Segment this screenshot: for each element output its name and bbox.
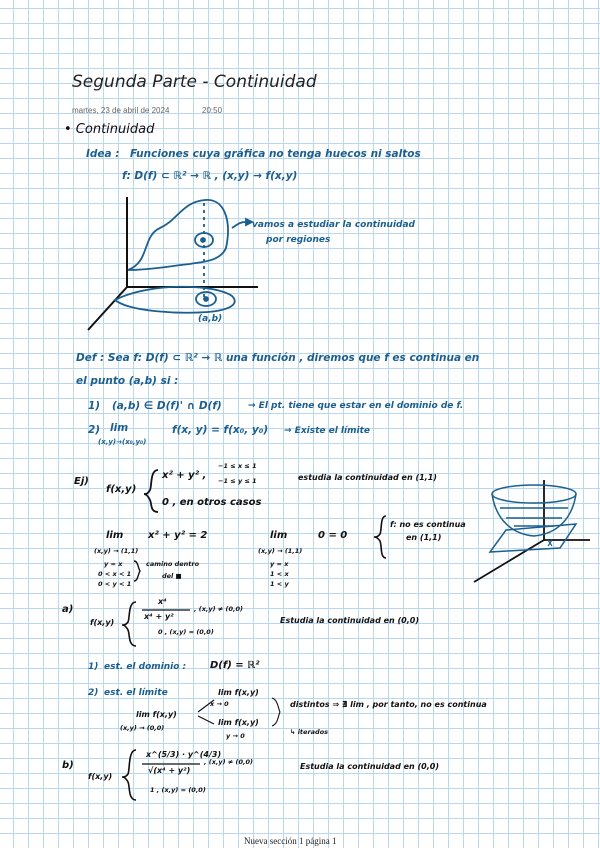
ej-task: estudia la continuidad en (1,1) [298, 473, 437, 482]
cond2-eq: f(x, y) = f(x₀, y₀) [172, 424, 269, 436]
a-step1-num: 1) [88, 662, 99, 672]
page-footer: Nueva sección 1 página 1 [244, 836, 337, 846]
b-case2: 1 , (x,y) = (0,0) [150, 786, 206, 794]
ej-conclusion-a: f: no es continua [390, 520, 466, 529]
ej-case1-expr: x² + y² , [162, 470, 207, 481]
a-step2: est. el límite [104, 688, 168, 698]
ej-lim2-path2: 1 < x [270, 570, 289, 578]
a-den: x⁴ + y² [144, 612, 174, 621]
a-iter1: lim f(x,y) [218, 688, 259, 697]
cond2-note: → Existe el límite [284, 426, 370, 436]
a-label: a) [62, 604, 74, 615]
figure-point-label: (a,b) [198, 314, 223, 324]
cond1-num: 1) [88, 400, 101, 412]
ej-case1-cond-b: −1 ≤ y ≤ 1 [218, 477, 257, 485]
a-step2-num: 2) [88, 688, 99, 698]
ej-case1-cond-a: −1 ≤ x ≤ 1 [218, 462, 257, 470]
a-iter2: lim f(x,y) [218, 718, 259, 727]
page-date: martes, 23 de abril de 2024 [72, 106, 170, 115]
a-step1-res: D(f) = ℝ² [210, 660, 260, 671]
a-case1-cond: , (x,y) ≠ (0,0) [194, 605, 244, 613]
b-num: x^(5/3) · y^(4/3) [146, 750, 222, 759]
a-step1: est. el dominio : [104, 662, 187, 672]
section-heading: • Continuidad [64, 122, 155, 137]
ej-conclusion-b: en (1,1) [406, 533, 442, 542]
a-lim-main: lim f(x,y) [136, 710, 177, 719]
a-iter1-sub: x → 0 [210, 700, 229, 708]
ej-lim1-note-b: del ■ [162, 572, 182, 580]
ej-case2: 0 , en otros casos [162, 497, 262, 508]
ej-lim1-path3: 0 < y < 1 [98, 580, 132, 588]
b-den: √(x⁴ + y²) [148, 766, 191, 775]
def-line1: Def : Sea f: D(f) ⊂ ℝ² → ℝ una función , diremos que f es continua en [76, 352, 480, 364]
cond1: (a,b) ∈ D(f)' ∩ D(f) [112, 400, 222, 412]
a-task: Estudia la continuidad en (0,0) [280, 616, 419, 625]
ej-lim1-note-a: camino dentro [146, 560, 200, 568]
b-case1-cond: , (x,y) ≠ (0,0) [204, 758, 254, 766]
a-case2: 0 , (x,y) = (0,0) [158, 628, 214, 636]
def-line2: el punto (a,b) si : [76, 375, 179, 387]
b-label: b) [62, 760, 74, 771]
cond2-num: 2) [88, 424, 101, 436]
ej-lim1-sub: (x,y) → (1,1) [94, 547, 139, 555]
a-num: x⁴ [158, 597, 167, 606]
figure-note-line2: por regiones [266, 235, 331, 245]
ej-lim1-path1: y = x [104, 560, 123, 568]
cond2-sub: (x,y)→(x₀,y₀) [98, 438, 147, 446]
idea-text: Funciones cuya gráfica no tenga huecos ni saltos [130, 148, 421, 160]
ej-lim2-path3: 1 < y [270, 580, 289, 588]
b-fname: f(x,y) [88, 772, 113, 781]
ej-lim2-path1: y = x [270, 560, 289, 568]
ej-lim2-sub: (x,y) → (1,1) [258, 547, 303, 555]
ej-lim2-expr: 0 = 0 [318, 530, 348, 541]
ej-label: Ej) [74, 476, 89, 487]
page-title: Segunda Parte - Continuidad [72, 72, 317, 92]
page-time: 20:50 [202, 106, 223, 115]
ej-lim2-word: lim [270, 530, 288, 541]
ej-lim1-expr: x² + y² = 2 [148, 530, 208, 541]
ej-lim1-path2: 0 < x < 1 [98, 570, 132, 578]
ej-fname: f(x,y) [106, 484, 137, 495]
a-fname: f(x,y) [90, 618, 115, 627]
figure-note-line1: vamos a estudiar la continuidad [252, 220, 416, 230]
a-iter2-sub: y → 0 [226, 732, 245, 740]
ej-lim1-word: lim [106, 530, 124, 541]
cond1-note: → El pt. tiene que estar en el dominio de f. [248, 401, 464, 411]
idea-label: Idea : [86, 148, 120, 160]
idea-mapping: f: D(f) ⊂ ℝ² → ℝ , (x,y) → f(x,y) [122, 170, 298, 182]
cond2-lim: lim [110, 422, 129, 434]
a-lim-main-sub: (x,y) → (0,0) [120, 724, 165, 732]
a-iterados: ↳ iterados [290, 728, 329, 736]
b-task: Estudia la continuidad en (0,0) [300, 762, 439, 771]
a-result: distintos ⇒ ∄ lim , por tanto, no es continua [290, 700, 487, 709]
